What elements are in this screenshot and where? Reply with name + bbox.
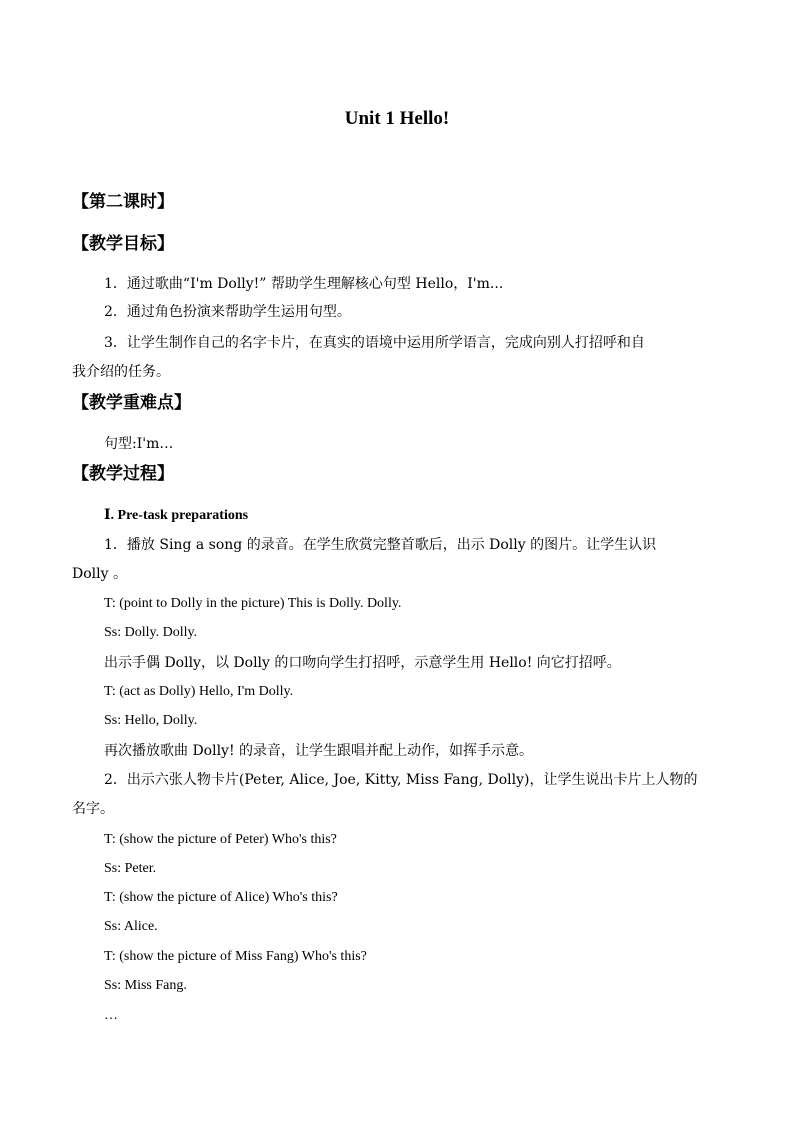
process-line-2: Dolly 。 — [72, 566, 127, 582]
dialog-line: Ss: Peter. — [104, 861, 157, 876]
dialog-line: T: (show the picture of Peter) Who's this? — [104, 832, 337, 847]
objectives-heading: 【教学目标】 — [72, 234, 174, 254]
document-title: Unit 1 Hello! — [344, 108, 450, 129]
dialog-line: T: (show the picture of Miss Fang) Who's this? — [104, 949, 367, 964]
dialog-line: Ss: Dolly. Dolly. — [104, 625, 198, 640]
objective-item-3: 3．让学生制作自己的名字卡片，在真实的语境中运用所学语言，完成向别人打招呼和自 — [104, 335, 645, 351]
dialog-line: T: (show the picture of Alice) Who's this? — [104, 890, 338, 905]
key-points-heading: 【教学重难点】 — [72, 393, 191, 413]
process-heading: 【教学过程】 — [72, 464, 174, 484]
process-line-9: 2．出示六张人物卡片(Peter, Alice, Joe, Kitty, Miss Fang, Dolly)，让学生说出卡片上人物的 — [104, 772, 698, 788]
process-line-5: 出示手偶 Dolly，以 Dolly 的口吻向学生打招呼，示意学生用 Hello! 向它打招呼。 — [104, 655, 621, 671]
objective-item-3-continued: 我介绍的任务。 — [72, 364, 170, 380]
key-points-text: 句型:I'm… — [104, 436, 174, 452]
dialog-line: Ss: Miss Fang. — [104, 978, 187, 993]
objective-item-2: 2．通过角色扮演来帮助学生运用句型。 — [104, 304, 351, 320]
lesson-label: 【第二课时】 — [72, 192, 174, 212]
dialog-line: Ss: Hello, Dolly. — [104, 713, 198, 728]
process-line-10: 名字。 — [72, 801, 114, 817]
dialog-line: Ss: Alice. — [104, 919, 158, 934]
ellipsis-line: … — [104, 1008, 118, 1023]
dialog-line: T: (point to Dolly in the picture) This is Dolly. Dolly. — [104, 596, 402, 611]
section-title: Ⅰ. Pre-task preparations — [104, 508, 249, 523]
process-line-8: 再次播放歌曲 Dolly! 的录音，让学生跟唱并配上动作，如挥手示意。 — [104, 743, 534, 759]
process-line-1: 1．播放 Sing a song 的录音。在学生欣赏完整首歌后，出示 Dolly 的图片。让学生认识 — [104, 537, 657, 553]
dialog-line: T: (act as Dolly) Hello, I'm Dolly. — [104, 684, 294, 699]
objective-item-1: 1．通过歌曲“I'm Dolly!” 帮助学生理解核心句型 Hello，I'm... — [104, 276, 504, 292]
